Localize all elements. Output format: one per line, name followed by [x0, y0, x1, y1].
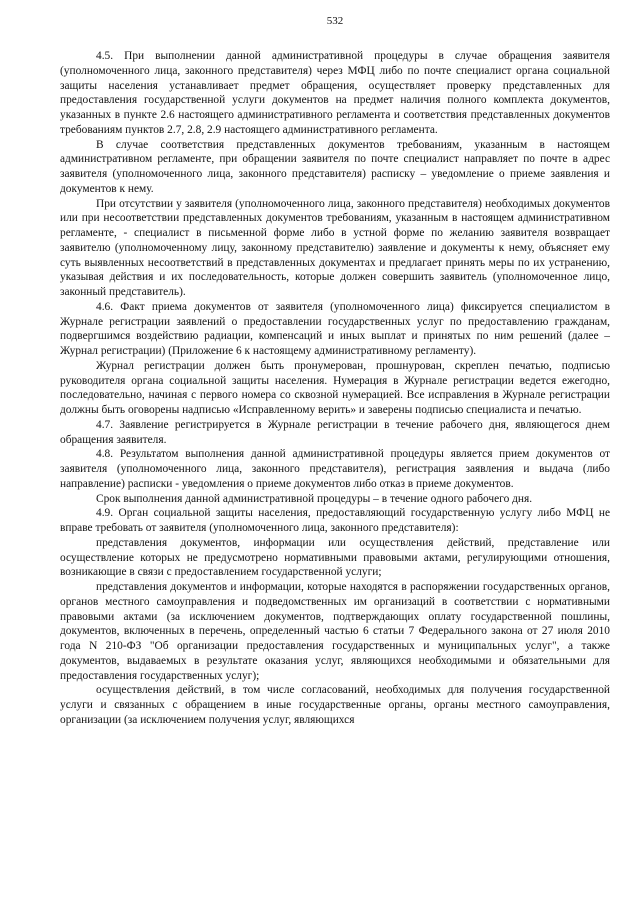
- paragraph-4-8: 4.8. Результатом выполнения данной административной процедуры является прием документов от заявителя (уполномоченного лица, законного представителя), регистрация заявления и выдача (либо направление) расписки - уведомления о приеме документов либо отказ в приеме документов.: [60, 448, 610, 490]
- paragraph-journal: Журнал регистрации должен быть пронумерован, прошнурован, скреплен печатью, подписью руководителя органа социальной защиты населения. Нумерация в Журнале регистрации ведется ежегодно, последовательно, начиная с первого номера со сквозной нумерацией. Все исправления в Журнале регистрации должны быть оговорены надписью «Исправленному верить» и заверены подписью специалиста и печатью.: [60, 359, 610, 416]
- paragraph-list-item-3: осуществления действий, в том числе согласований, необходимых для получения государственной услуги и связанных с обращением в иные государственные органы, органы местного самоуправления, организации (за исключением получения услуг, являющихся: [60, 684, 610, 726]
- paragraph-list-item-2: представления документов и информации, которые находятся в распоряжении государственных органов, органов местного самоуправления и подведомственных им организаций в соответствии с нормативными правовыми актами (за исключением документов, подтверждающих оплату государственной пошлины, документов, включенных в перечень, определенный частью 6 статьи 7 Федерального закона от 27 июля 2010 года N 210-ФЗ "Об организации предоставления государственных и муниципальных услуг", а также документов, выдаваемых в результате оказания услуг, являющихся необходимыми и обязательными для предоставления государственных услуг);: [60, 581, 610, 682]
- document-page: [60, 14, 610, 728]
- paragraph-deadline: Срок выполнения данной административной процедуры – в течение одного рабочего дня.: [96, 492, 533, 505]
- page-number: 532: [326, 15, 344, 27]
- paragraph-list-item-1: представления документов, информации или осуществления действий, представление или осуществление которых не предусмотрено нормативными правовыми актами, регулирующими отношения, возникающие в связи с предоставлением государственной услуги;: [60, 536, 610, 579]
- paragraph-4-9: 4.9. Орган социальной защиты населения, предоставляющий государственную услугу либо МФЦ не вправе требовать от заявителя (уполномоченного лица, законного представителя):: [60, 507, 610, 534]
- paragraph-4-5: 4.5. При выполнении данной административной процедуры в случае обращения заявителя (уполномоченного лица, законного представителя) через МФЦ либо по почте специалист органа социальной защиты населения устанавливает предмет обращения, осуществляет проверку представленных для предоставления государственной услуги документов на предмет наличия полного комплекта документов, указанных в пункте 2.6 настоящего административного регламента и соответствия представленных документов требованиям пунктов 2.7, 2.8, 2.9 настоящего административного регламента.: [60, 50, 610, 136]
- paragraph-4-6: 4.6. Факт приема документов от заявителя (уполномоченного лица) фиксируется специалистом в Журнале регистрации заявлений о предоставлении государственных услуг по предоставлению гражданам, подвергшимся воздействию радиации, компенсаций и иных выплат и принятых по ним решений (далее – Журнал регистрации) (Приложение 6 к настоящему административному регламенту).: [60, 300, 610, 357]
- paragraph-4-7: 4.7. Заявление регистрируется в Журнале регистрации в течение рабочего дня, являющегося днем обращения заявителя.: [60, 418, 610, 446]
- paragraph-missing-documents: При отсутствии у заявителя (уполномоченного лица, законного представителя) необходимых документов или при несоответствии представленных документов требованиям, указанным в настоящем административном регламенте, - специалист в письменной форме либо в устной форме по желанию заявителя возвращает заявителю (уполномоченному лицу, законному представителю) заявление и документы к нему, объясняет ему суть выявленных несоответствий в представленных документах и предлагает принять меры по их устранению, указывая действия и их последовательность, которые должен совершить заявитель (уполномоченное лицо, законный представитель).: [60, 197, 610, 298]
- paragraph-mail-receipt: В случае соответствия представленных документов требованиям, указанным в настоящем административном регламенте, при обращении заявителя по почте специалист направляет по почте в адрес заявителя (уполномоченного лица, законного представителя) расписку – уведомление о приеме заявления и документов к нему.: [60, 138, 610, 195]
